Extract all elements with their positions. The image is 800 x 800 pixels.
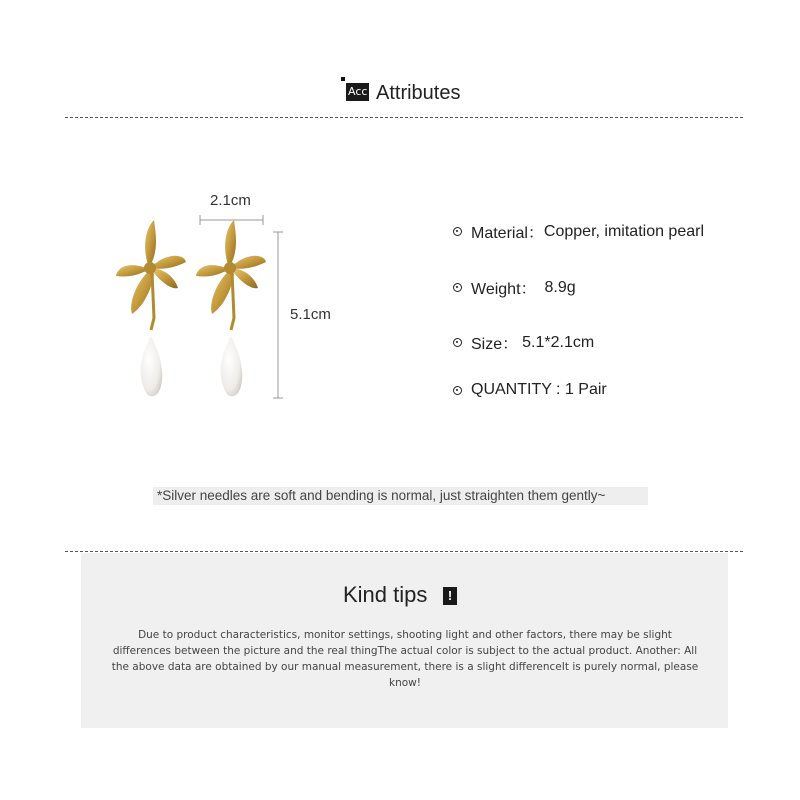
spec-material <box>453 220 704 243</box>
bullet-icon <box>453 227 462 236</box>
spec-value: 8.9g <box>544 278 576 296</box>
bullet-icon <box>453 338 462 347</box>
header-dot <box>341 77 345 81</box>
spec-value: Copper, imitation pearl <box>543 222 705 240</box>
tips-title: Kind tips <box>343 582 428 607</box>
divider-bottom <box>65 551 743 552</box>
bullet-icon <box>453 386 462 395</box>
spec-size <box>453 331 594 354</box>
divider-top <box>65 117 743 118</box>
dimension-width: 2.1cm <box>210 192 251 209</box>
spec-value: 5.1*2.1cm <box>522 333 595 351</box>
spec-label: Material： <box>471 225 544 242</box>
tips-body: Due to product characteristics, monitor settings, shooting light and other factors, there may be slight differences between the picture and the real thingThe actual color is subject to the actual product. Another: All the above data are obtained by our manual measurement, there is a slight differenceIt is purely normal, please know! <box>111 629 699 689</box>
dimension-lines <box>195 210 295 405</box>
spec-quantity <box>453 381 607 399</box>
earring-left <box>116 220 186 396</box>
dimension-height: 5.1cm <box>290 306 331 323</box>
spec-label: Size： <box>471 336 519 353</box>
spec-label: Weight： <box>471 281 537 298</box>
spec-weight <box>453 276 576 299</box>
spec-label: QUANTITY : 1 Pair <box>471 381 607 398</box>
page-title: Attributes <box>376 82 461 104</box>
exclamation-icon: ! <box>443 587 457 605</box>
care-note: *Silver needles are soft and bending is normal, just straighten them gently~ <box>157 488 606 503</box>
header-badge: Acc <box>346 83 369 101</box>
bullet-icon <box>453 283 462 292</box>
